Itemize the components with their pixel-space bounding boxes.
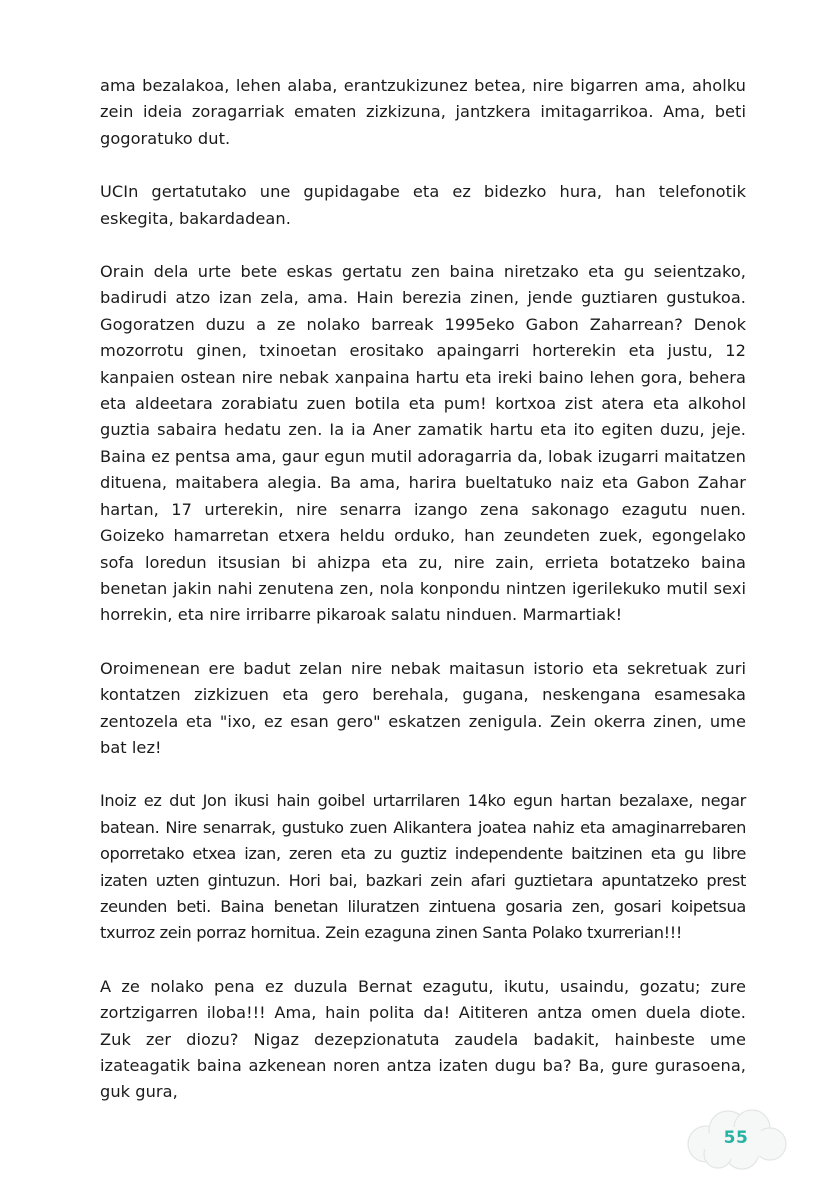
page-number-badge bbox=[684, 1108, 788, 1172]
page-body-text bbox=[100, 73, 746, 1133]
paragraph-4: Oroimenean ere badut zelan nire nebak maitasun istorio eta sekretuak zuri kontatzen zizkizuen eta gero berehala, gugana, neskengana esamesaka zentozela eta "ixo, ez esan gero" eskatzen zenigula. Zein okerra zinen, ume bat lez! bbox=[100, 658, 746, 757]
paragraph-1: ama bezalakoa, lehen alaba, erantzukizunez betea, nire bigarren ama, aholku zein ideia zoragarriak ematen zizkizuna, jantzkera imitagarrikoa. Ama, beti gogoratuko dut. bbox=[100, 76, 746, 148]
page-number: 55 bbox=[723, 1128, 749, 1148]
paragraph-6: A ze nolako pena ez duzula Bernat ezagutu, ikutu, usaindu, gozatu; zure zortzigarren iloba!!! Ama, hain polita da! Aititeren antza omen duela diote. Zuk zer diozu? Nigaz dezepzionatuta zaudela badakit, hainbeste ume izateagatik baina azkenean noren antza izaten dugu ba? Ba, gure gurasoena, guk gura, bbox=[100, 976, 746, 1102]
paragraph-3: Orain dela urte bete eskas gertatu zen baina niretzako eta gu seientzako, badirudi atzo izan zela, ama. Hain berezia zinen, jende guztiaren gustukoa. Gogoratzen duzu a ze nolako barreak 1995eko Gabon Zaharrean? Denok mozorrotu ginen, txinoetan erositako apaingarri horterekin eta justu, 12 kanpaien ostean nire nebak xanpaina hartu eta ireki baino lehen gora, behera eta aldeetara zorabiatu zuen botila eta pum! kortxoa zist atera eta alkohol guztia sabaira hedatu zen. Ia ia Aner zamatik hartu eta ito egiten duzu, jeje. Baina ez pentsa ama, gaur egun mutil adoragarria da, lobak izugarri maitatzen dituena, maitabera alegia. Ba ama, harira bueltatuko naiz eta Gabon Zahar hartan, 17 urterekin, nire senarra izango zena sakonago ezagutu nuen. Goizeko hamarretan etxera heldu orduko, han zeundeten zuek, egongelako sofa loredun itsusian bi ahizpa eta zu, nire zain, errieta botatzeko baina benetan jakin nahi zenutena zen, nola konpondu nintzen igerilekuko mutil sexi horrekin, eta nire irribarre pikaroak salatu ninduen. Marmartiak! bbox=[100, 262, 746, 625]
paragraph-5: Inoiz ez dut Jon ikusi hain goibel urtarrilaren 14ko egun hartan bezalaxe, negar batean. Nire senarrak, gustuko zuen Alikantera joatea nahiz eta amaginarrebaren oporretako etxea izan, zeren eta zu guztiz independente baitzinen eta gu libre izaten uzten gintuzun. Hori bai, bazkari zein afari guztietara apuntatzeko prest zeunden beti. Baina benetan liluratzen zintuena gosaria zen, gosari koipetsua txurroz zein porraz hornitua. Zein ezaguna zinen Santa Polako txurrerian!!! bbox=[100, 791, 746, 943]
paragraph-2: UCIn gertatutako une gupidagabe eta ez bidezko hura, han telefonotik eskegita, bakardadean. bbox=[100, 182, 746, 228]
